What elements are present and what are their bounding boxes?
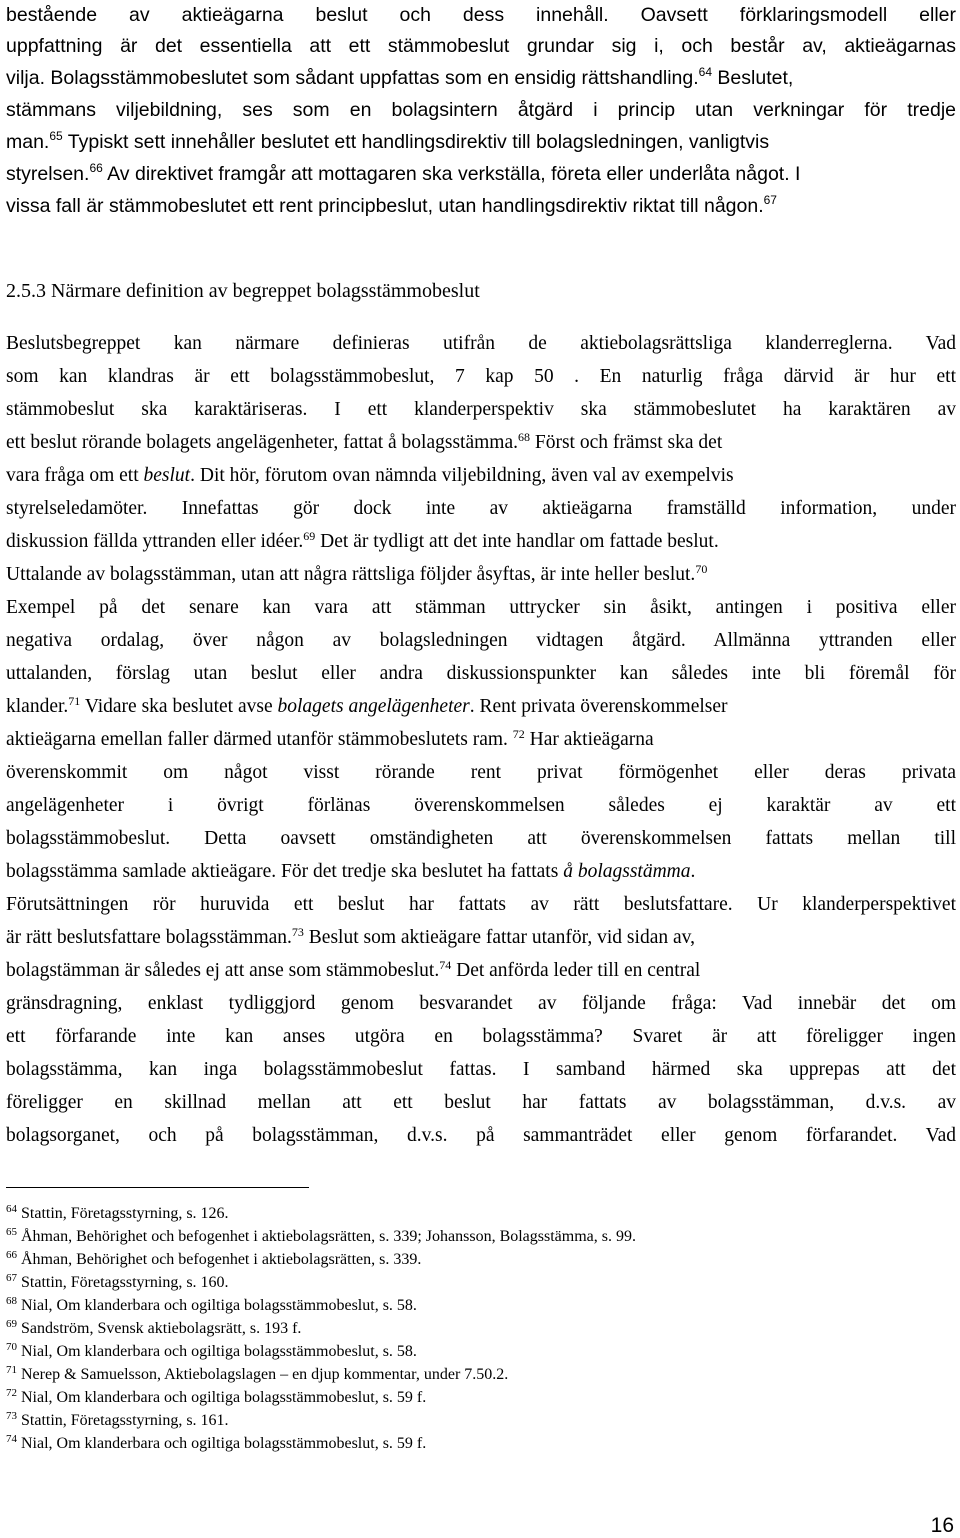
paragraph-line: bestående av aktieägarna beslut och dess innehåll. Oavsett förklaringsmodell eller bbox=[6, 4, 956, 26]
footnote-separator bbox=[6, 1187, 309, 1188]
footnote-ref[interactable]: 66 bbox=[89, 161, 103, 175]
paragraph-line: ett beslut rörande bolagets angelägenheter, fattat å bolagsstämma.$^{68}$ Först och främst ska det bbox=[6, 430, 723, 453]
footnote-ref[interactable]: 73 bbox=[291, 925, 304, 939]
footnote: $^{65}$ Åhman, Behörighet och befogenhet i aktiebolagsrätten, s. 339; Johansson, Bolagsstämma, s. 99. bbox=[6, 1226, 636, 1245]
paragraph-line: negativa ordalag, över någon av bolagsledningen vidtagen åtgärd. Allmänna yttranden eller bbox=[6, 630, 956, 651]
paragraph-line: vilja. Bolagsstämmobeslutet som sådant uppfattas som en ensidig rättshandling.$^{64}$ Beslutet, bbox=[6, 65, 794, 89]
paragraph-line: stämmans viljebildning, ses som en bolagsintern åtgärd i princip utan verkningar för tredje bbox=[6, 99, 956, 121]
paragraph-line: uppfattning är det essentiella att ett stämmobeslut grundar sig i, och består av, aktieägarnas bbox=[6, 35, 956, 57]
footnote-ref[interactable]: 74 bbox=[439, 958, 452, 972]
paragraph-line: stämmobeslut ska karaktäriseras. I ett klanderperspektiv ska stämmobeslutet ha karaktären av bbox=[6, 399, 956, 420]
section-heading: 2.5.3 Närmare definition av begreppet bolagsstämmobeslut bbox=[6, 280, 480, 302]
footnote: $^{68}$ Nial, Om klanderbara och ogiltiga bolagsstämmobeslut, s. 58. bbox=[6, 1295, 417, 1314]
footnote-ref[interactable]: 69 bbox=[303, 529, 316, 543]
footnote: $^{71}$ Nerep & Samuelsson, Aktiebolagslagen – en djup kommentar, under 7.50.2. bbox=[6, 1364, 509, 1383]
footnote: $^{69}$ Sandström, Svensk aktiebolagsrätt, s. 193 f. bbox=[6, 1318, 302, 1337]
footnote-ref[interactable]: 71 bbox=[68, 694, 81, 708]
paragraph-line: Beslutsbegreppet kan närmare definieras utifrån de aktiebolagsrättsliga klanderreglerna. Vad bbox=[6, 333, 956, 354]
footnote-ref[interactable]: 64 bbox=[698, 65, 712, 79]
paragraph-line: som kan klandras är ett bolagsstämmobeslut, 7 kap 50 . En naturlig fråga därvid är hur ett bbox=[6, 366, 956, 387]
paragraph-line: föreligger en skillnad mellan att ett beslut har fattats av bolagsstämman, d.v.s. av bbox=[6, 1092, 956, 1113]
footnote-ref[interactable]: 67 bbox=[763, 193, 777, 207]
paragraph-line: ett förfarande inte kan anses utgöra en bolagsstämma? Svaret är att föreligger ingen bbox=[6, 1026, 956, 1047]
paragraph-line: bolagsstämma samlade aktieägare. För det tredje ska beslutet ha fattats å bolagsstämma. bbox=[6, 861, 696, 882]
footnote: $^{67}$ Stattin, Företagsstyrning, s. 160. bbox=[6, 1272, 229, 1291]
paragraph-line: vara fråga om ett beslut. Dit hör, förutom ovan nämnda viljebildning, även val av exempelvis bbox=[6, 465, 734, 486]
paragraph-line: styrelseledamöter. Innefattas gör dock inte av aktieägarna framställd information, under bbox=[6, 498, 956, 519]
footnote-ref[interactable]: 72 bbox=[512, 727, 525, 741]
footnote: $^{64}$ Stattin, Företagsstyrning, s. 126. bbox=[6, 1203, 229, 1222]
paragraph-line: Exempel på det senare kan vara att stämman uttrycker sin åsikt, antingen i positiva eller bbox=[6, 597, 956, 618]
paragraph-line: bolagsorganet, och på bolagsstämman, d.v.s. på sammanträdet eller genom förfarandet. Vad bbox=[6, 1125, 956, 1146]
paragraph-line: är rätt beslutsfattare bolagsstämman.$^{73}$ Beslut som aktieägare fattar utanför, vid sidan av, bbox=[6, 925, 695, 948]
paragraph-line: bolagsstämmobeslut. Detta oavsett omständigheten att överenskommelsen fattats mellan till bbox=[6, 828, 956, 849]
footnote: $^{72}$ Nial, Om klanderbara och ogiltiga bolagsstämmobeslut, s. 59 f. bbox=[6, 1387, 427, 1406]
paragraph-line: bolagsstämma, kan inga bolagsstämmobeslut fattas. I samband härmed ska upprepas att det bbox=[6, 1059, 956, 1080]
paragraph-line: bolagstämman är således ej att anse som stämmobeslut.$^{74}$ Det anförda leder till en central bbox=[6, 958, 701, 981]
paragraph-line: klander.$^{71}$ Vidare ska beslutet avse bolagets angelägenheter. Rent privata överenskommelser bbox=[6, 694, 728, 717]
footnote: $^{73}$ Stattin, Företagsstyrning, s. 161. bbox=[6, 1410, 229, 1429]
footnote-ref[interactable]: 65 bbox=[49, 129, 63, 143]
paragraph-line: uttalanden, förslag utan beslut eller andra diskussionspunkter kan således inte bli föremål för bbox=[6, 663, 956, 684]
paragraph-line: diskussion fällda yttranden eller idéer.$^{69}$ Det är tydligt att det inte handlar om fattade beslut. bbox=[6, 529, 719, 552]
footnote: $^{74}$ Nial, Om klanderbara och ogiltiga bolagsstämmobeslut, s. 59 f. bbox=[6, 1433, 427, 1452]
footnote-ref[interactable]: 68 bbox=[517, 430, 530, 444]
paragraph-line: angelägenheter i övrigt förlänas överenskommelsen således ej karaktär av ett bbox=[6, 795, 956, 816]
paragraph-line: överenskommit om något visst rörande rent privat förmögenhet eller deras privata bbox=[6, 762, 956, 783]
paragraph-line: aktieägarna emellan faller därmed utanför stämmobeslutets ram. $^{72}$ Har aktieägarna bbox=[6, 727, 654, 750]
page-number: 16 bbox=[930, 1514, 954, 1537]
footnote-ref[interactable]: 70 bbox=[695, 562, 708, 576]
paragraph-line: Förutsättningen rör huruvida ett beslut har fattats av rätt beslutsfattare. Ur klanderperspektivet bbox=[6, 894, 956, 915]
paragraph-line: gränsdragning, enklast tydliggjord genom besvarandet av följande fråga: Vad innebär det om bbox=[6, 993, 956, 1014]
paragraph-line: Uttalande av bolagsstämman, utan att några rättsliga följder åsyftas, är inte heller beslut.$^{70}$ bbox=[6, 562, 708, 585]
footnote: $^{66}$ Åhman, Behörighet och befogenhet i aktiebolagsrätten, s. 339. bbox=[6, 1249, 422, 1268]
paragraph-line: styrelsen.$^{66}$ Av direktivet framgår att mottagaren ska verkställa, företa eller underlåta något. I bbox=[6, 161, 801, 185]
footnote: $^{70}$ Nial, Om klanderbara och ogiltiga bolagsstämmobeslut, s. 58. bbox=[6, 1341, 417, 1360]
paragraph-line: vissa fall är stämmobeslutet ett rent principbeslut, utan handlingsdirektiv riktat till någon.$^{67}$ bbox=[6, 193, 777, 217]
paragraph-line: man.$^{65}$ Typiskt sett innehåller beslutet ett handlingsdirektiv till bolagsledningen, vanligtvis bbox=[6, 129, 770, 153]
